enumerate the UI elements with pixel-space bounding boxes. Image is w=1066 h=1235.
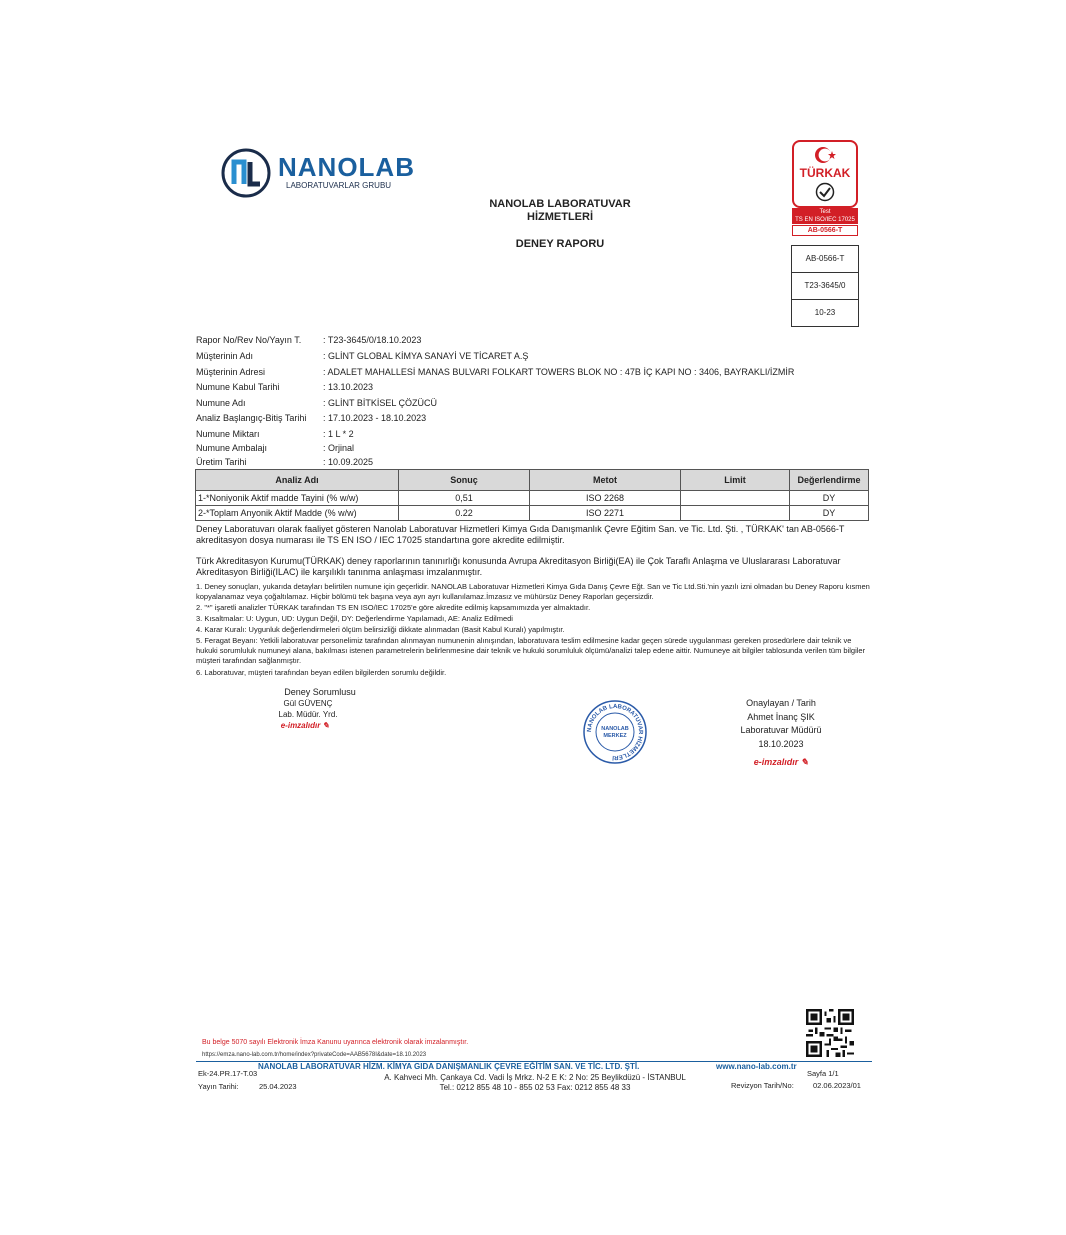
signature-left-title: Lab. Müdür. Yrd.: [278, 710, 338, 719]
footer-address: A. Kahveci Mh. Çankaya Cd. Vadi İş Mrkz. N-2 E K: 2 No: 25 Beylikdüzü - İSTANBUL: [384, 1073, 686, 1082]
signature-right: [718, 697, 844, 770]
footer-website[interactable]: www.nano-lab.com.tr: [716, 1062, 797, 1071]
info-label: Müşterinin Adı: [196, 351, 254, 361]
lab-title-line2: HİZMETLERİ: [527, 211, 593, 223]
pen-icon: ✎: [800, 757, 809, 767]
stamp-center-line1: NANOLAB: [601, 726, 629, 732]
table-row: [196, 506, 869, 521]
info-value: : 10.09.2025: [323, 457, 374, 467]
info-value: : GLİNT GLOBAL KİMYA SANAYİ VE TİCARET A.Ş: [323, 351, 529, 361]
info-label: Numune Ambalajı: [196, 443, 268, 453]
info-label: Numune Miktarı: [196, 429, 260, 439]
esign-label: e-imzalıdır: [280, 721, 321, 730]
table-cell: 0,51: [399, 491, 530, 506]
column-header: Sonuç: [399, 470, 530, 491]
table-cell: 0.22: [399, 506, 530, 521]
signature-right-title: Laboratuvar Müdürü: [740, 725, 822, 735]
note-item: 3. Kısaltmalar: U: Uygun, UD: Uygun Değil, DY: Değerlendirme Yapılamadı, AE: Analiz Edilmedi: [196, 614, 513, 623]
column-header: Analiz Adı: [196, 470, 399, 491]
signature-right-esign: [718, 756, 844, 770]
checkmark-icon: [815, 182, 835, 202]
table-row: [196, 491, 869, 506]
note-item: 1. Deney sonuçları, yukarıda detayları belirtilen numune için geçerlidir. NANOLAB Laboratuvar Hizmetleri Kimya Gıda Danış Çevre Eğt. San ve Tic Ltd.Sti.'nin yazılı izni olmadan bu Deney Raporu kısmen kopyalanamaz veya çoğaltılamaz. Hiçbir bölümü tek başına veya ayrı ayrı kullanılamaz.İmzasız ve mühürsüz Deney Raporları geçersizdir.: [196, 582, 870, 601]
logo-brand: NANOLAB: [278, 152, 415, 182]
crescent-star-icon: [813, 146, 837, 164]
note-item: 2. "*" işaretli analizler TÜRKAK tarafından TS EN ISO/IEC 17025'e göre akredite edilmiş kapsamımızda yer almaktadır.: [196, 603, 591, 612]
turkak-standard: TS EN ISO/IEC 17025: [792, 216, 858, 224]
signature-left: [250, 687, 390, 731]
info-label: Üretim Tarihi: [196, 457, 247, 467]
company-stamp: [581, 698, 649, 766]
note-item: 5. Feragat Beyanı: Yetkili laboratuvar personelimiz tarafından alınmayan numunenin alınışından, laboratuvara teslim edilmesine kadar geçen sürede uygulanması gereken prosedürlere dair teknik ve hukuki sorumluluk numuneyi alana, bakılması istenen parametrelerin belirlenmesine dair teknik ve hukuki sorumluluk ölçümü/analizi talep edene aittir. Numuneye ait bilgiler tablosunda verilen tüm bilgiler müşteri tarafından sağlanmıştır.: [196, 636, 866, 665]
logo-subtitle: LABORATUVARLAR GRUBU: [286, 181, 392, 190]
publish-label: Yayın Tarihi:: [198, 1082, 239, 1091]
footer-company: NANOLAB LABORATUVAR HİZM. KİMYA GIDA DANIŞMANLIK ÇEVRE EĞİTİM SAN. VE TİC. LTD. ŞTİ.: [258, 1062, 640, 1071]
turkak-name: TÜRKAK: [799, 166, 851, 180]
table-header-row: [196, 470, 869, 491]
table-cell: ISO 2268: [530, 491, 681, 506]
nanolab-logo: [220, 148, 415, 198]
info-value: : Orjinal: [323, 443, 355, 453]
doc-code: Ek-24.PR.17-T.03: [198, 1069, 258, 1078]
table-cell: DY: [790, 506, 869, 521]
results-table: [195, 469, 869, 521]
info-value: : 13.10.2023: [323, 382, 374, 392]
column-header: Metot: [530, 470, 681, 491]
info-value: : ADALET MAHALLESİ MANAS BULVARI FOLKART TOWERS BLOK NO : 47B İÇ KAPI NO : 3406, BAYRAKLI/İZMİR: [323, 367, 795, 377]
revision-label: Revizyon Tarih/No:: [731, 1081, 794, 1090]
signature-left-role: Deney Sorumlusu: [284, 687, 356, 697]
page-number: Sayfa 1/1: [807, 1069, 839, 1078]
turkak-logo: [792, 140, 858, 236]
signature-right-date: 18.10.2023: [758, 738, 804, 749]
info-label: Numune Adı: [196, 398, 246, 408]
info-value: : GLİNT BİTKİSEL ÇÖZÜCÜ: [323, 398, 438, 408]
footer-phone: Tel.: 0212 855 48 10 - 855 02 53 Fax: 0212 855 48 33: [439, 1083, 631, 1092]
pen-icon: ✎: [322, 721, 330, 730]
accreditation-paragraph: Deney Laboratuvarı olarak faaliyet gösteren Nanolab Laboratuvar Hizmetleri Kimya Gıda Danışmanlık Çevre Eğitim San. ve Tic. Ltd. Şti. , TÜRKAK' tan AB-0566-T akreditasyon dosya numarası ile TS EN ISO / IEC 17025 standartına gore akredite edilmiştir.: [196, 524, 845, 545]
table-cell: 2-*Toplam Anyonik Aktif Madde (% w/w): [196, 506, 399, 521]
signature-right-role: Onaylayan / Tarih: [746, 698, 816, 708]
signature-left-esign: [220, 720, 390, 731]
esign-label: e-imzalıdır: [753, 757, 799, 767]
column-header: Limit: [681, 470, 790, 491]
verification-url: https://emza.nano-lab.com.tr/home/index?privateCode=AAB5678I&date=18.10.2023: [202, 1052, 427, 1058]
column-header: Değerlendirme: [790, 470, 869, 491]
info-label: Müşterinin Adresi: [196, 367, 266, 377]
table-cell: [681, 506, 790, 521]
report-title: DENEY RAPORU: [515, 238, 605, 250]
nanolab-logo-mark: [220, 148, 272, 198]
info-label: Analiz Başlangıç-Bitiş Tarihi: [196, 413, 307, 423]
esign-notice: Bu belge 5070 sayılı Elektronik İmza Kanunu uyarınca elektronik olarak imzalanmıştır.: [202, 1039, 469, 1046]
turkak-accreditation-no: AB-0566-T: [792, 225, 858, 236]
revision-value: 02.06.2023/01: [813, 1081, 861, 1090]
ilac-paragraph: Türk Akreditasyon Kurumu(TÜRKAK) deney raporlarının tanınırlığı konusunda Avrupa Akreditasyon Birliği(EA) ile Çok Taraflı Anlaşma ve Uluslararası Laboratuvar Akreditasyon Birliği(ILAC) ile karşılıklı tanınma anlaşması imzalanmıştır.: [196, 556, 841, 577]
info-value: : 17.10.2023 - 18.10.2023: [323, 413, 427, 423]
qr-code: [806, 1009, 854, 1057]
table-cell: 1-*Noniyonik Aktif madde Tayini (% w/w): [196, 491, 399, 506]
code-report: T23-3645/0: [792, 273, 858, 300]
code-accreditation: AB-0566-T: [792, 246, 858, 273]
publish-date: 25.04.2023: [259, 1082, 297, 1091]
info-label: Rapor No/Rev No/Yayın T.: [196, 335, 302, 345]
table-cell: [681, 491, 790, 506]
info-label: Numune Kabul Tarihi: [196, 382, 280, 392]
note-item: 6. Laboratuvar, müşteri tarafından beyan edilen bilgilerden sorumlu değildir.: [196, 668, 447, 677]
info-value: : T23-3645/0/18.10.2023: [323, 335, 422, 345]
table-cell: ISO 2271: [530, 506, 681, 521]
turkak-badge: [792, 140, 858, 208]
stamp-outer-text: NANOLAB LABORATUVAR HİZMETLERİ: [586, 703, 644, 761]
code-period: 10-23: [814, 308, 836, 317]
lab-title-line1: NANOLAB LABORATUVAR: [489, 198, 631, 210]
signature-left-name: Gül GÜVENÇ: [283, 699, 333, 708]
signature-right-name: Ahmet İnanç ŞIK: [747, 711, 815, 722]
note-item: 4. Karar Kuralı: Uygunluk değerlendirmeleri ölçüm belirsizliği dikkate alınmadan (Basit Kabul Kuralı) yapılmıştır.: [196, 625, 565, 634]
table-cell: DY: [790, 491, 869, 506]
turkak-type: Test: [792, 208, 858, 216]
code-box: [791, 245, 859, 327]
info-value: : 1 L * 2: [323, 429, 354, 439]
stamp-center-line2: MERKEZ: [603, 733, 627, 739]
